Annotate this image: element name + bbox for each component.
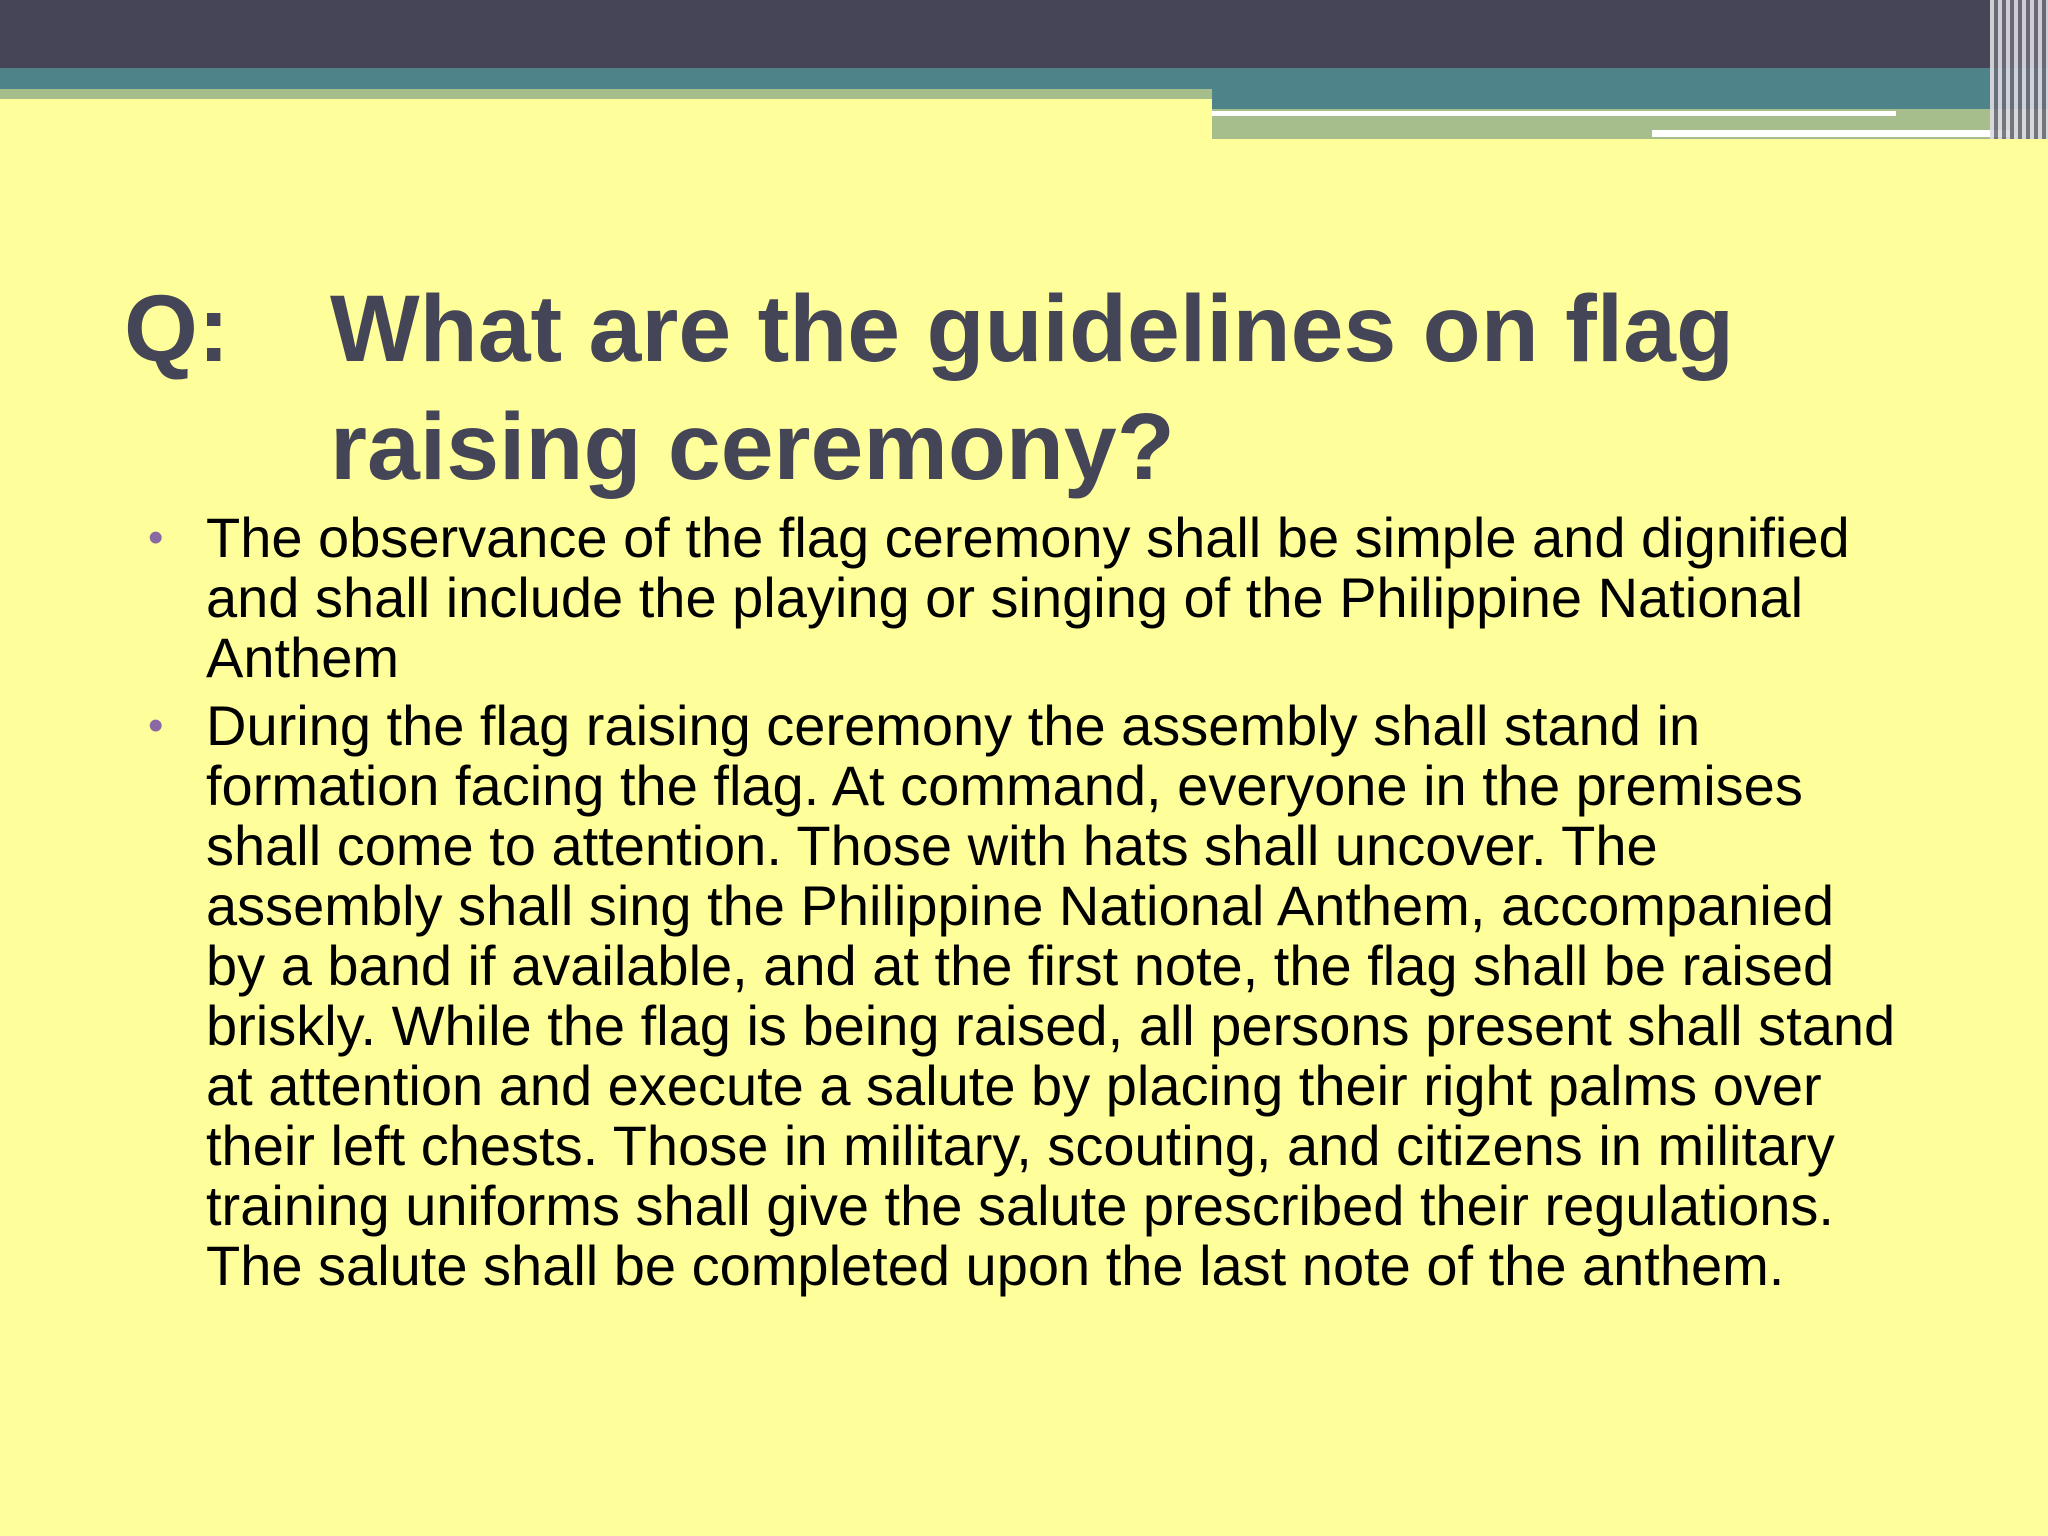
slide-title [124,270,1924,506]
title-text: What are the guidelines on flag raising ceremony? [330,276,1735,500]
bullet-marker: • [148,513,164,562]
bullet-text: The observance of the flag ceremony shall be simple and dignified and shall include the playing or singing of the Philippine National Anthem [206,506,1850,689]
bullet-list [148,508,1908,1304]
header-band-teal [0,68,2048,89]
bullet-text: During the flag raising ceremony the assembly shall stand in formation facing the flag. At command, everyone in the premises shall come to attention. Those with hats shall uncover. The assembly shall sing the Philippine National Anthem, accompanied by a band if available, and at the first note, the flag shall be raised briskly. While the flag is being raised, all persons present shall stand at attention and execute a salute by placing their right palms over their left chests. Those in military, scouting, and citizens in military training uniforms shall give the salute prescribed their regulations. The salute shall be completed upon the last note of the anthem. [206,694,1896,1297]
list-item [148,508,1908,688]
header-accent-line [1212,111,1896,116]
title-prefix: Q: [124,276,230,382]
header-accent-line-short [1652,130,2010,137]
list-item [148,696,1908,1296]
header-band-dark [0,0,2048,68]
header-band-teal-right [1212,89,2048,109]
bullet-marker: • [148,701,164,750]
header-stripe-pattern [1990,0,2048,139]
header-band-sage-left [0,89,1212,99]
